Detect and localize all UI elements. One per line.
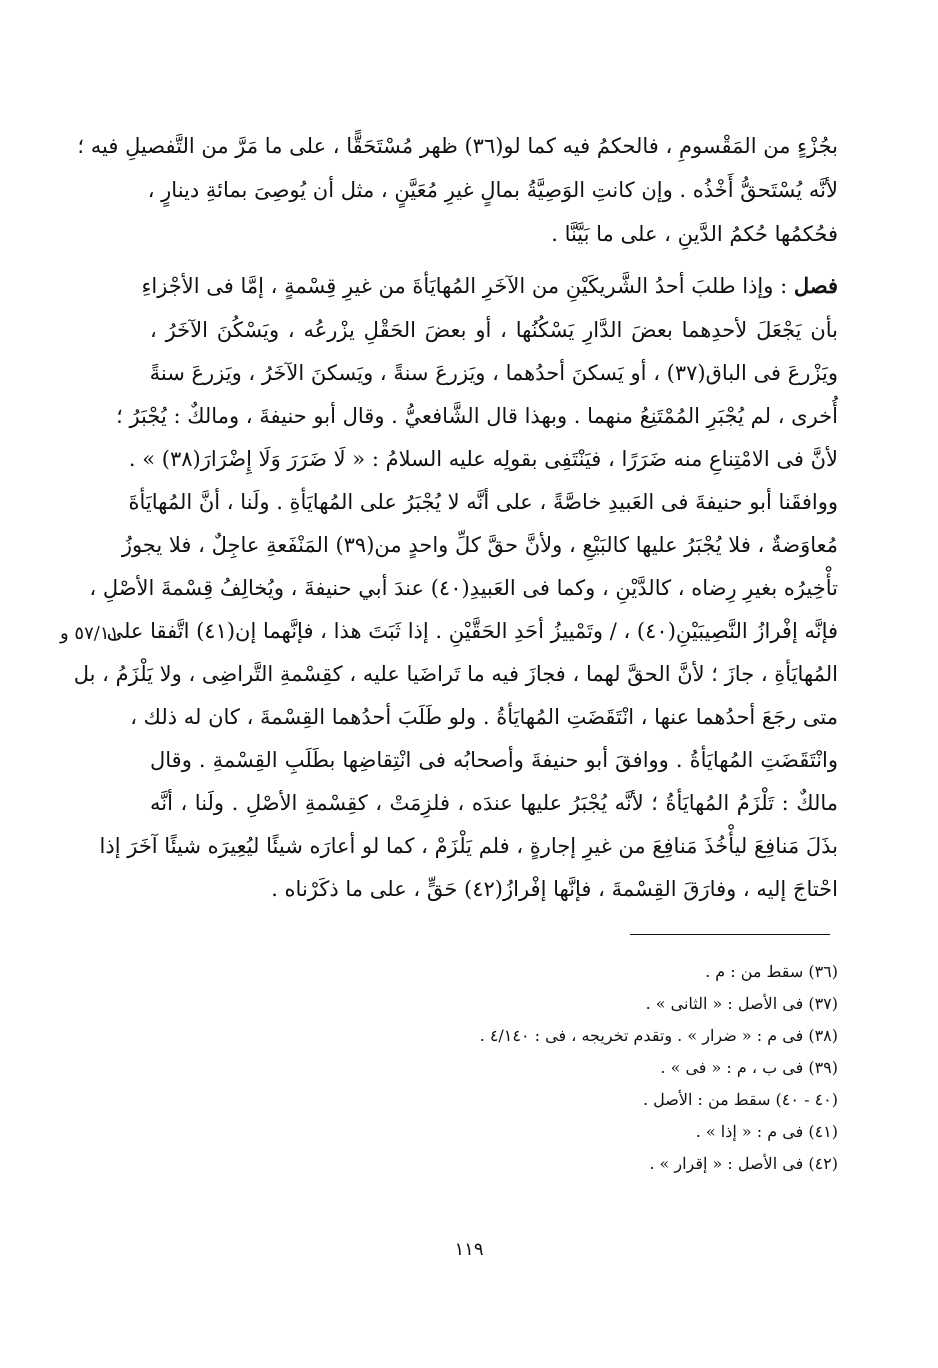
text-line-1: بجُزْءٍ من المَقْسومِ ، فالحكمُ فيه كما لو(٣٦) ظهر مُسْتَحَقًّا ، على ما مَرَّ من التَّفصيلِ فيه ؛ — [77, 134, 838, 158]
text-line-11: تأْخِيرُه بغيرِ رِضاه ، كالدَّيْنِ ، وكما فى العَبيدِ(٤٠) عندَ أبي حنيفةَ ، ويُخالِفُ قِسْمةَ الأصْلِ ، — [89, 576, 838, 600]
text-line-18: احْتاجَ إليه ، وفارَقَ القِسْمةَ ، فإنَّها إفْرازُ(٤٢) حَقٍّ ، على ما ذكَرْناه . — [271, 877, 838, 901]
text-line-15: وانْتَقَضَتِ المُهايَأةُ . ووافقَ أبو حنيفةَ وأصحابُه فى انْتِقاضِها بطَلَبِ القِسْمةِ . وقال — [150, 748, 838, 772]
footnote-41: (٤١) فى م : « إذا » . — [695, 1122, 838, 1141]
margin-folio-note: ٥٧/١١ و — [60, 623, 120, 644]
text-line-3: فحُكمُها حُكمُ الدَّينِ ، على ما بَيَّنَّا . — [551, 222, 838, 246]
section-heading-line — [141, 268, 838, 304]
text-line-6: ويَزْرعَ فى الباق(٣٧) ، أو يَسكنَ أحدُهما ، ويَزرعَ سنةً ، ويَسكنَ الآخَرُ ، ويَزرعَ سنةً — [149, 361, 838, 385]
text-line-5: بأن يَجْعَلَ لأحدِهما بعضَ الدَّارِ يَسْكُنُها ، أو بعضَ الحَقْلِ يزْرعُه ، ويَسْكُنَ الآخَرُ ، — [150, 318, 838, 342]
text-line-13: المُهايَأةِ ، جازَ ؛ لأنَّ الحقَّ لهما ، فجازَ فيه ما تَراضَيا عليه ، كقِسْمةِ التَّراضِى ، ولا يَلْزَمُ ، بل — [73, 662, 838, 686]
footnote-39: (٣٩) فى ب ، م : « فى » . — [660, 1058, 838, 1077]
footnote-42: (٤٢) فى الأصل : « إقرار » . — [649, 1154, 838, 1173]
text-line-10: مُعاوَضةٌ ، فلا يُجْبَرُ عليها كالبَيْعِ ، ولأنَّ حقَّ كلِّ واحدٍ من(٣٩) المَنْفَعةِ عاجِلٌ ، فلا يجوزُ — [121, 533, 838, 557]
section-first-line-text: : وإذا طلبَ أحدُ الشَّريكَيْنِ من الآخَرِ المُهايَأةَ من غيرِ قِسْمةٍ ، إمَّا فى الأجْزاءِ — [141, 274, 788, 298]
text-line-17: بذَلَ مَنافِعَ ليأْخُذَ مَنافِعَ من غيرِ إجارةٍ ، فلم يَلْزَمْ ، كما لو أعارَه شيئًا ليُعِيرَه شيئًا آخَرَ إذا — [99, 834, 838, 858]
footnote-40: (٤٠ - ٤٠) سقط من : الأصل . — [642, 1090, 838, 1109]
footnote-38: (٣٨) فى م : « ضرار » . وتقدم تخريجه ، فى : ٤/١٤٠ . — [479, 1026, 838, 1045]
page-number: ١١٩ — [454, 1239, 484, 1260]
text-line-9: ووافقَنا أبو حنيفةَ فى العَبيدِ خاصَّةً ، على أنَّه لا يُجْبَرُ على المُهايَأةِ . ولَنا ، أنَّ المُهايَأةَ — [128, 490, 838, 514]
footnote-separator — [630, 934, 830, 935]
text-line-2: لأنَّه يُسْتَحقُّ أَخْذُه . وإن كانتِ الوَصِيَّةُ بمالٍ غيرِ مُعَيَّنٍ ، مثل أن يُوصِىَ بمائةِ دينارٍ ، — [147, 178, 838, 202]
text-line-12: فإنَّه إفْرازُ النَّصِيبَيْنِ(٤٠) ، / وتَمْييزُ أحَدِ الحَقَّيْنِ . إذا ثَبَتَ هذا ، فإنَّهما إن(٤١) اتَّفقا على — [106, 619, 838, 643]
text-line-14: متى رجَعَ أحدُهما عنها ، انْتَقَضَتِ المُهايَأةُ . ولو طَلَبَ أحدُهما القِسْمةَ ، كان له ذلك ، — [130, 705, 838, 729]
footnote-36: (٣٦) سقط من : م . — [705, 962, 838, 981]
section-keyword: فصل — [793, 273, 838, 298]
footnote-37: (٣٧) فى الأصل : « الثانى » . — [645, 994, 838, 1013]
text-line-7: أُخرى ، لم يُجْبَرِ المُمْتَنِعُ منهما . وبهذا قال الشَّافعيُّ . وقال أبو حنيفةَ ، ومالكٌ : يُجْبَرُ ؛ — [116, 404, 838, 428]
text-line-8: لأنَّ فى الامْتِناعِ منه ضَرَرًا ، فيَنْتَفِى بقولِه عليه السلامُ : « لَا ضَرَرَ وَلَا إِضْرَارَ(٣٨) » . — [128, 447, 838, 471]
text-line-16: مالكٌ : تَلْزَمُ المُهايَأةُ ؛ لأنَّه يُجْبَرُ عليها عندَه ، فلزِمَتْ ، كقِسْمةِ الأصْلِ . ولَنا ، أنَّه — [150, 791, 838, 815]
